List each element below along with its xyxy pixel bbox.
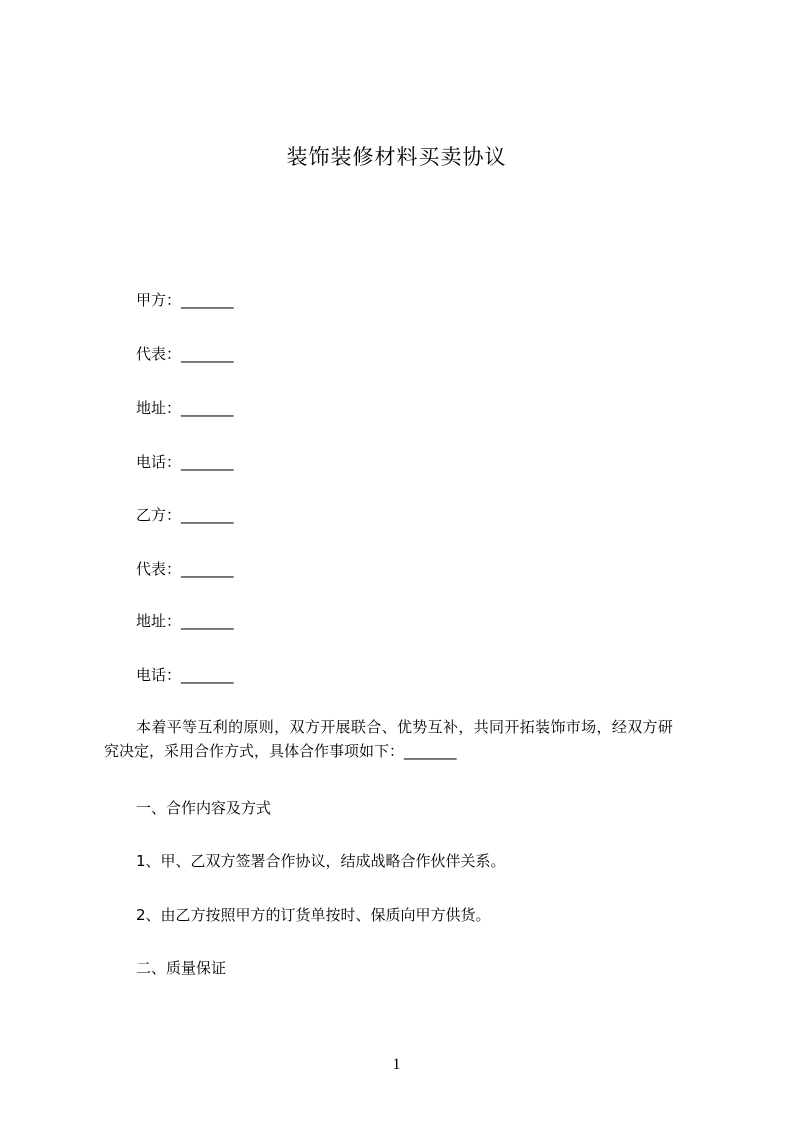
section-1-heading: 一、合作内容及方式 (136, 799, 272, 817)
party-a-label: 甲方：_______ (136, 291, 234, 309)
party-b-representative: 代表：_______ (136, 560, 234, 578)
clause-1: 1、甲、乙双方签署合作协议，结成战略合作伙伴关系。 (136, 852, 506, 870)
section-2-heading: 二、质量保证 (136, 959, 227, 977)
party-a-address: 地址：_______ (136, 399, 234, 417)
party-a-representative: 代表：_______ (136, 345, 234, 363)
document-title: 装饰装修材料买卖协议 (286, 145, 507, 169)
page-number: 1 (392, 1056, 401, 1073)
intro-line-1: 本着平等互利的原则，双方开展联合、优势互补，共同开拓装饰市场，经双方研 (136, 718, 674, 736)
party-b-address: 地址：_______ (136, 612, 234, 630)
intro-line-2: 究决定，采用合作方式，具体合作事项如下：_______ (104, 742, 457, 760)
party-b-label: 乙方：_______ (136, 506, 234, 524)
clause-2: 2、由乙方按照甲方的订货单按时、保质向甲方供货。 (136, 906, 491, 924)
party-a-phone: 电话：_______ (136, 453, 234, 471)
party-b-phone: 电话：_______ (136, 666, 234, 684)
intro-paragraph (104, 715, 704, 763)
